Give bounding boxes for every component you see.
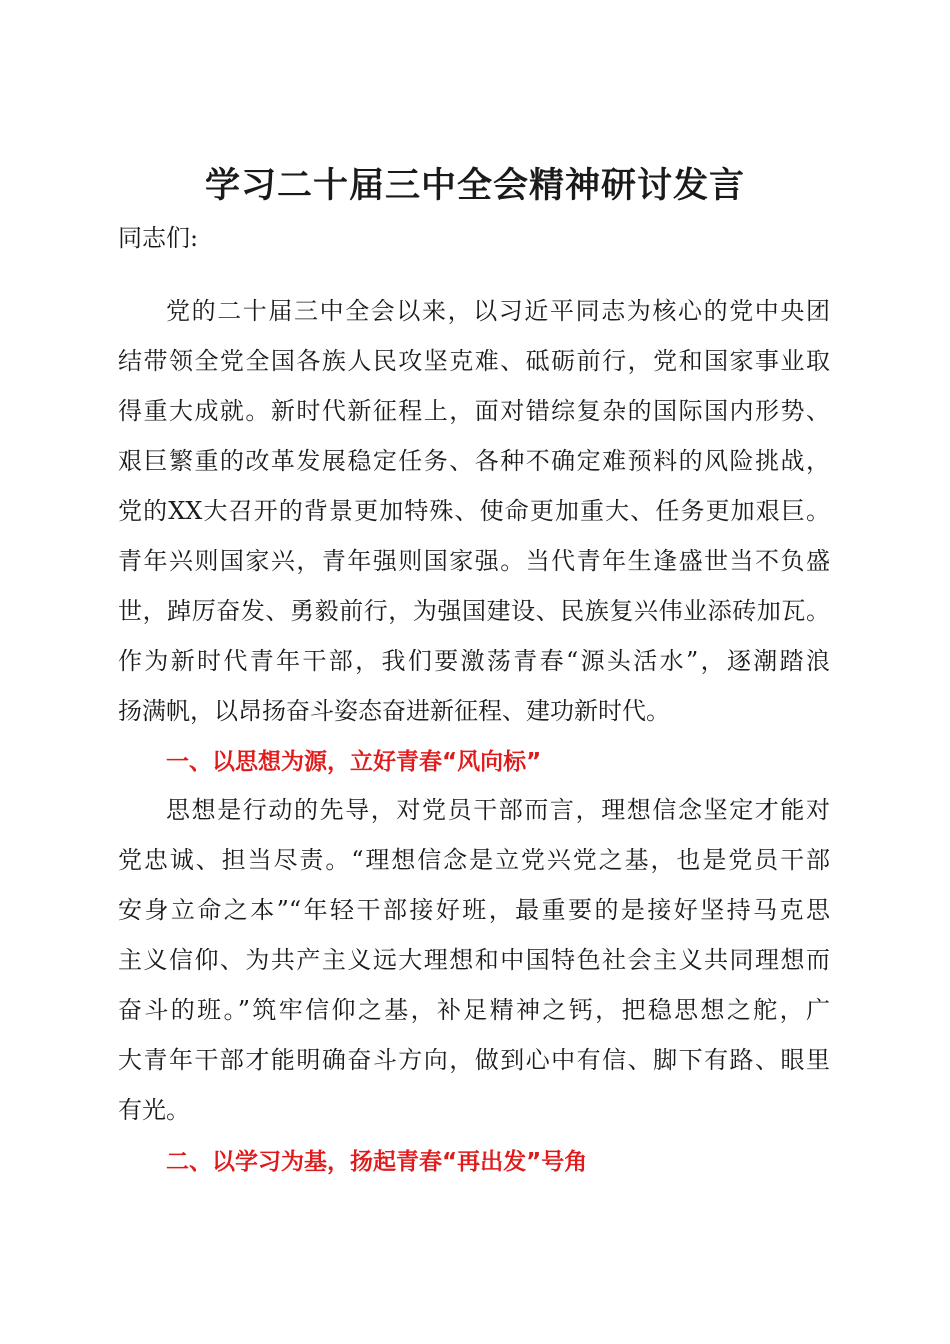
paragraph-line: 主义信仰、为共产主义远大理想和中国特色社会主义共同理想而 [118,946,830,974]
paragraph-line: 奋斗的班。”筑牢信仰之基，补足精神之钙，把稳思想之舵，广 [118,996,830,1024]
paragraph-line: 作为新时代青年干部，我们要激荡青春“源头活水”，逐潮踏浪 [118,647,830,675]
section-heading-1: 一、以思想为源，立好青春“风向标” [166,749,542,775]
salutation-line: 同志们: [118,224,199,252]
paragraph-section-1 [118,785,830,1135]
paragraph-line: 党忠诚、担当尽责。“理想信念是立党兴党之基，也是党员干部 [118,846,830,874]
paragraph-line: 世，踔厉奋发、勇毅前行，为强国建设、民族复兴伟业添砖加瓦。 [118,597,830,625]
paragraph-intro [118,286,830,736]
paragraph-line: 艰巨繁重的改革发展稳定任务、各种不确定难预料的风险挑战， [118,447,830,475]
paragraph-line: 思想是行动的先导，对党员干部而言，理想信念坚定才能对 [166,796,830,824]
paragraph-line: 扬满帆，以昂扬奋斗姿态奋进新征程、建功新时代。 [118,697,670,725]
paragraph-line: 安身立命之本”“年轻干部接好班，最重要的是接好坚持马克思 [118,896,830,924]
paragraph-line: 有光。 [118,1096,190,1124]
paragraph-line: 党的二十届三中全会以来，以习近平同志为核心的党中央团 [166,297,830,325]
document-title: 学习二十届三中全会精神研讨发言 [204,165,745,206]
paragraph-line: 青年兴则国家兴，青年强则国家强。当代青年生逢盛世当不负盛 [118,547,830,575]
paragraph-line: 党的XX大召开的背景更加特殊、使命更加重大、任务更加艰巨。 [118,497,830,525]
section-heading-2: 二、以学习为基，扬起青春“再出发”号角 [166,1149,588,1175]
paragraph-line: 大青年干部才能明确奋斗方向，做到心中有信、脚下有路、眼里 [118,1046,830,1074]
paragraph-line: 得重大成就。新时代新征程上，面对错综复杂的国际国内形势、 [118,397,830,425]
salutation [118,213,830,263]
paragraph-line: 结带领全党全国各族人民攻坚克难、砥砺前行，党和国家事业取 [118,347,830,375]
